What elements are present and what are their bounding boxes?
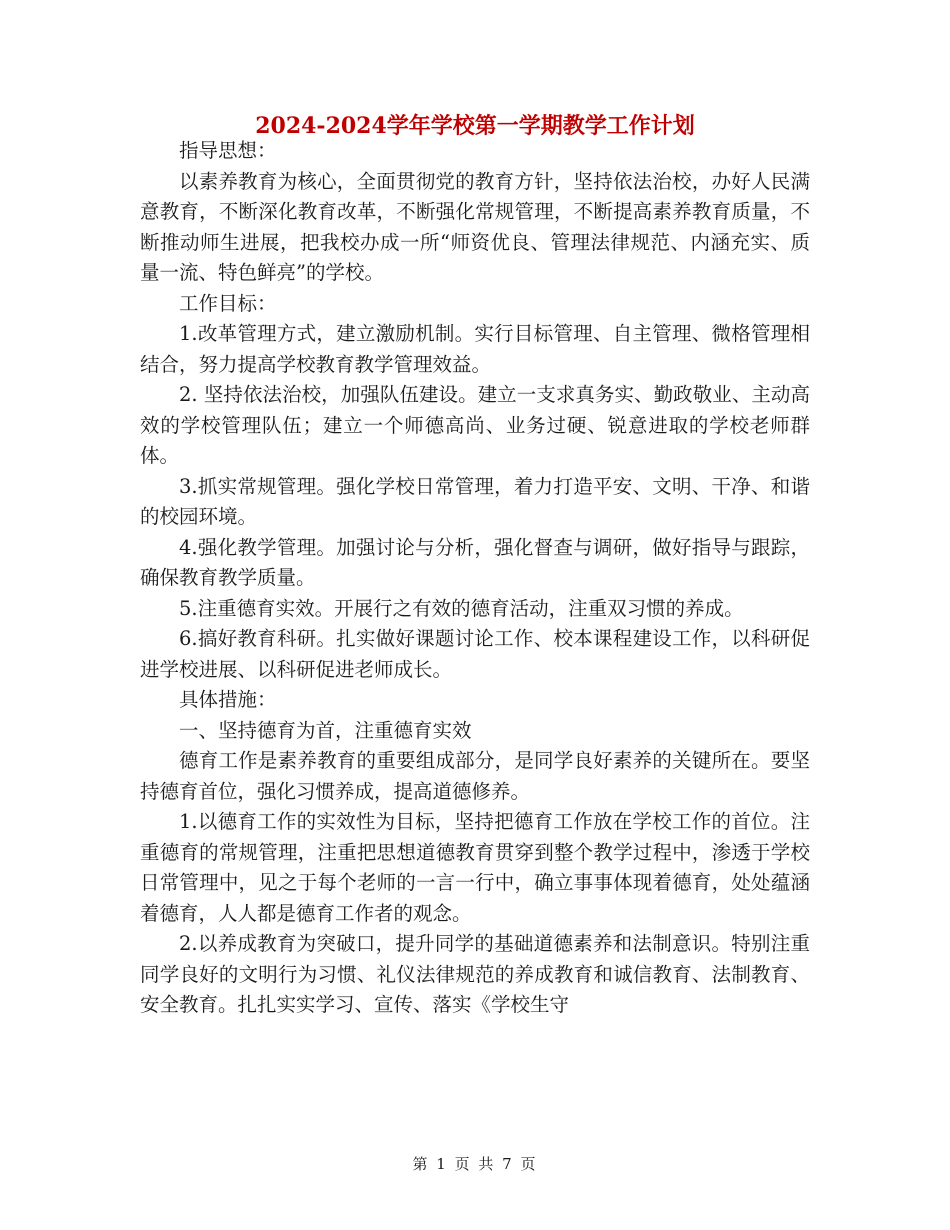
paragraph: 指导思想： xyxy=(179,139,277,162)
paragraph: 以素养教育为核心，全面贯彻党的教育方针，坚持依法治校，办好人民满意教育，不断深化教育改革，不断强化常规管理，不断提高素养教育质量，不断推动师生进展，把我校办成一所“师资优良、管理法律规范、内涵充实、质量一流、特色鲜亮”的学校。 xyxy=(140,169,810,284)
paragraph: 5.注重德育实效。开展行之有效的德育活动，注重双习惯的养成。 xyxy=(179,596,744,620)
document-body xyxy=(140,136,810,1021)
paragraph: 4.强化教学管理。加强讨论与分析，强化督查与调研，做好指导与跟踪，确保教育教学质量。 xyxy=(140,535,810,589)
paragraph: 2.以养成教育为突破口，提升同学的基础道德素养和法制意识。特别注重同学良好的文明行为习惯、礼仪法律规范的养成教育和诚信教育、法制教育、安全教育。扎扎实实学习、宣传、落实《学校生守 xyxy=(140,932,810,1016)
document-title: 2024-2024学年学校第一学期教学工作计划 xyxy=(255,113,695,139)
paragraph: 2. 坚持依法治校，加强队伍建设。建立一支求真务实、勤政敬业、主动高效的学校管理队伍；建立一个师德高尚、业务过硬、锐意进取的学校老师群体。 xyxy=(140,383,810,467)
page-number-footer: 第 1 页 共 7 页 xyxy=(412,1155,538,1173)
paragraph: 3.抓实常规管理。强化学校日常管理，着力打造平安、文明、干净、和谐的校园环境。 xyxy=(140,474,810,528)
paragraph: 一、坚持德育为首，注重德育实效 xyxy=(179,718,472,742)
paragraph: 1.以德育工作的实效性为目标，坚持把德育工作放在学校工作的首位。注重德育的常规管理，注重把思想道德教育贯穿到整个教学过程中，渗透于学校日常管理中，见之于每个老师的一言一行中，确立事事体现着德育，处处蕴涵着德育，人人都是德育工作者的观念。 xyxy=(140,810,810,925)
paragraph: 6.搞好教育科研。扎实做好课题讨论工作、校本课程建设工作，以科研促进学校进展、以科研促进老师成长。 xyxy=(140,627,810,681)
paragraph: 具体措施： xyxy=(179,688,277,711)
paragraph: 1.改革管理方式，建立激励机制。实行目标管理、自主管理、微格管理相结合，努力提高学校教育教学管理效益。 xyxy=(140,322,810,376)
paragraph: 德育工作是素养教育的重要组成部分，是同学良好素养的关键所在。要坚持德育首位，强化习惯养成，提高道德修养。 xyxy=(140,749,810,803)
paragraph: 工作目标： xyxy=(179,291,277,315)
